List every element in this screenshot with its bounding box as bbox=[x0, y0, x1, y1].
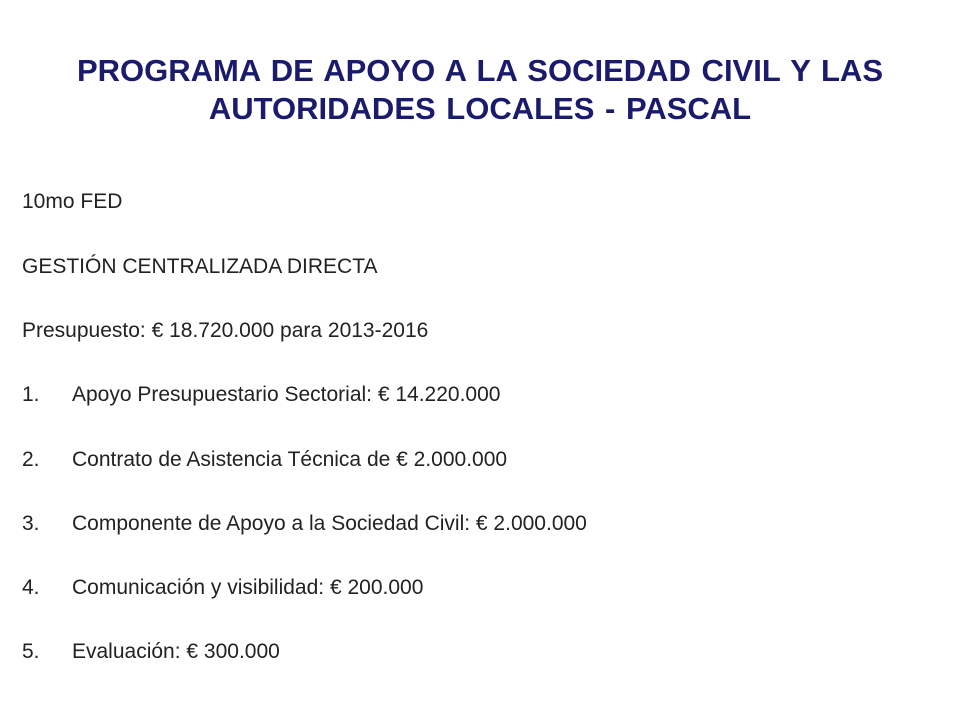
list-item-text: Componente de Apoyo a la Sociedad Civil: € 2.000.000 bbox=[72, 512, 587, 535]
budget-text: Presupuesto: € 18.720.000 para 2013-2016 bbox=[22, 319, 429, 342]
list-item-text: Evaluación: € 300.000 bbox=[72, 640, 280, 663]
list-item-number: 5. bbox=[22, 640, 40, 663]
list-item bbox=[22, 511, 587, 537]
list-item-text: Apoyo Presupuestario Sectorial: € 14.220.000 bbox=[72, 383, 501, 406]
management-text: GESTIÓN CENTRALIZADA DIRECTA bbox=[22, 255, 378, 278]
list-item bbox=[22, 639, 280, 665]
fed-text: 10mo FED bbox=[22, 190, 123, 213]
list-item bbox=[22, 447, 507, 473]
list-item-number: 1. bbox=[22, 383, 40, 406]
list-item bbox=[22, 575, 423, 601]
list-item-number: 3. bbox=[22, 512, 40, 535]
list-item-number: 4. bbox=[22, 576, 40, 599]
list-item bbox=[22, 382, 500, 408]
list-item-number: 2. bbox=[22, 448, 40, 471]
slide-title bbox=[40, 52, 920, 128]
slide-title-line-1: PROGRAMA DE APOYO A LA SOCIEDAD CIVIL Y LAS bbox=[76, 53, 883, 88]
list-item-text: Contrato de Asistencia Técnica de € 2.000.000 bbox=[72, 448, 508, 471]
slide-title-line-2: AUTORIDADES LOCALES - PASCAL bbox=[208, 91, 752, 126]
list-item-text: Comunicación y visibilidad: € 200.000 bbox=[72, 576, 424, 599]
